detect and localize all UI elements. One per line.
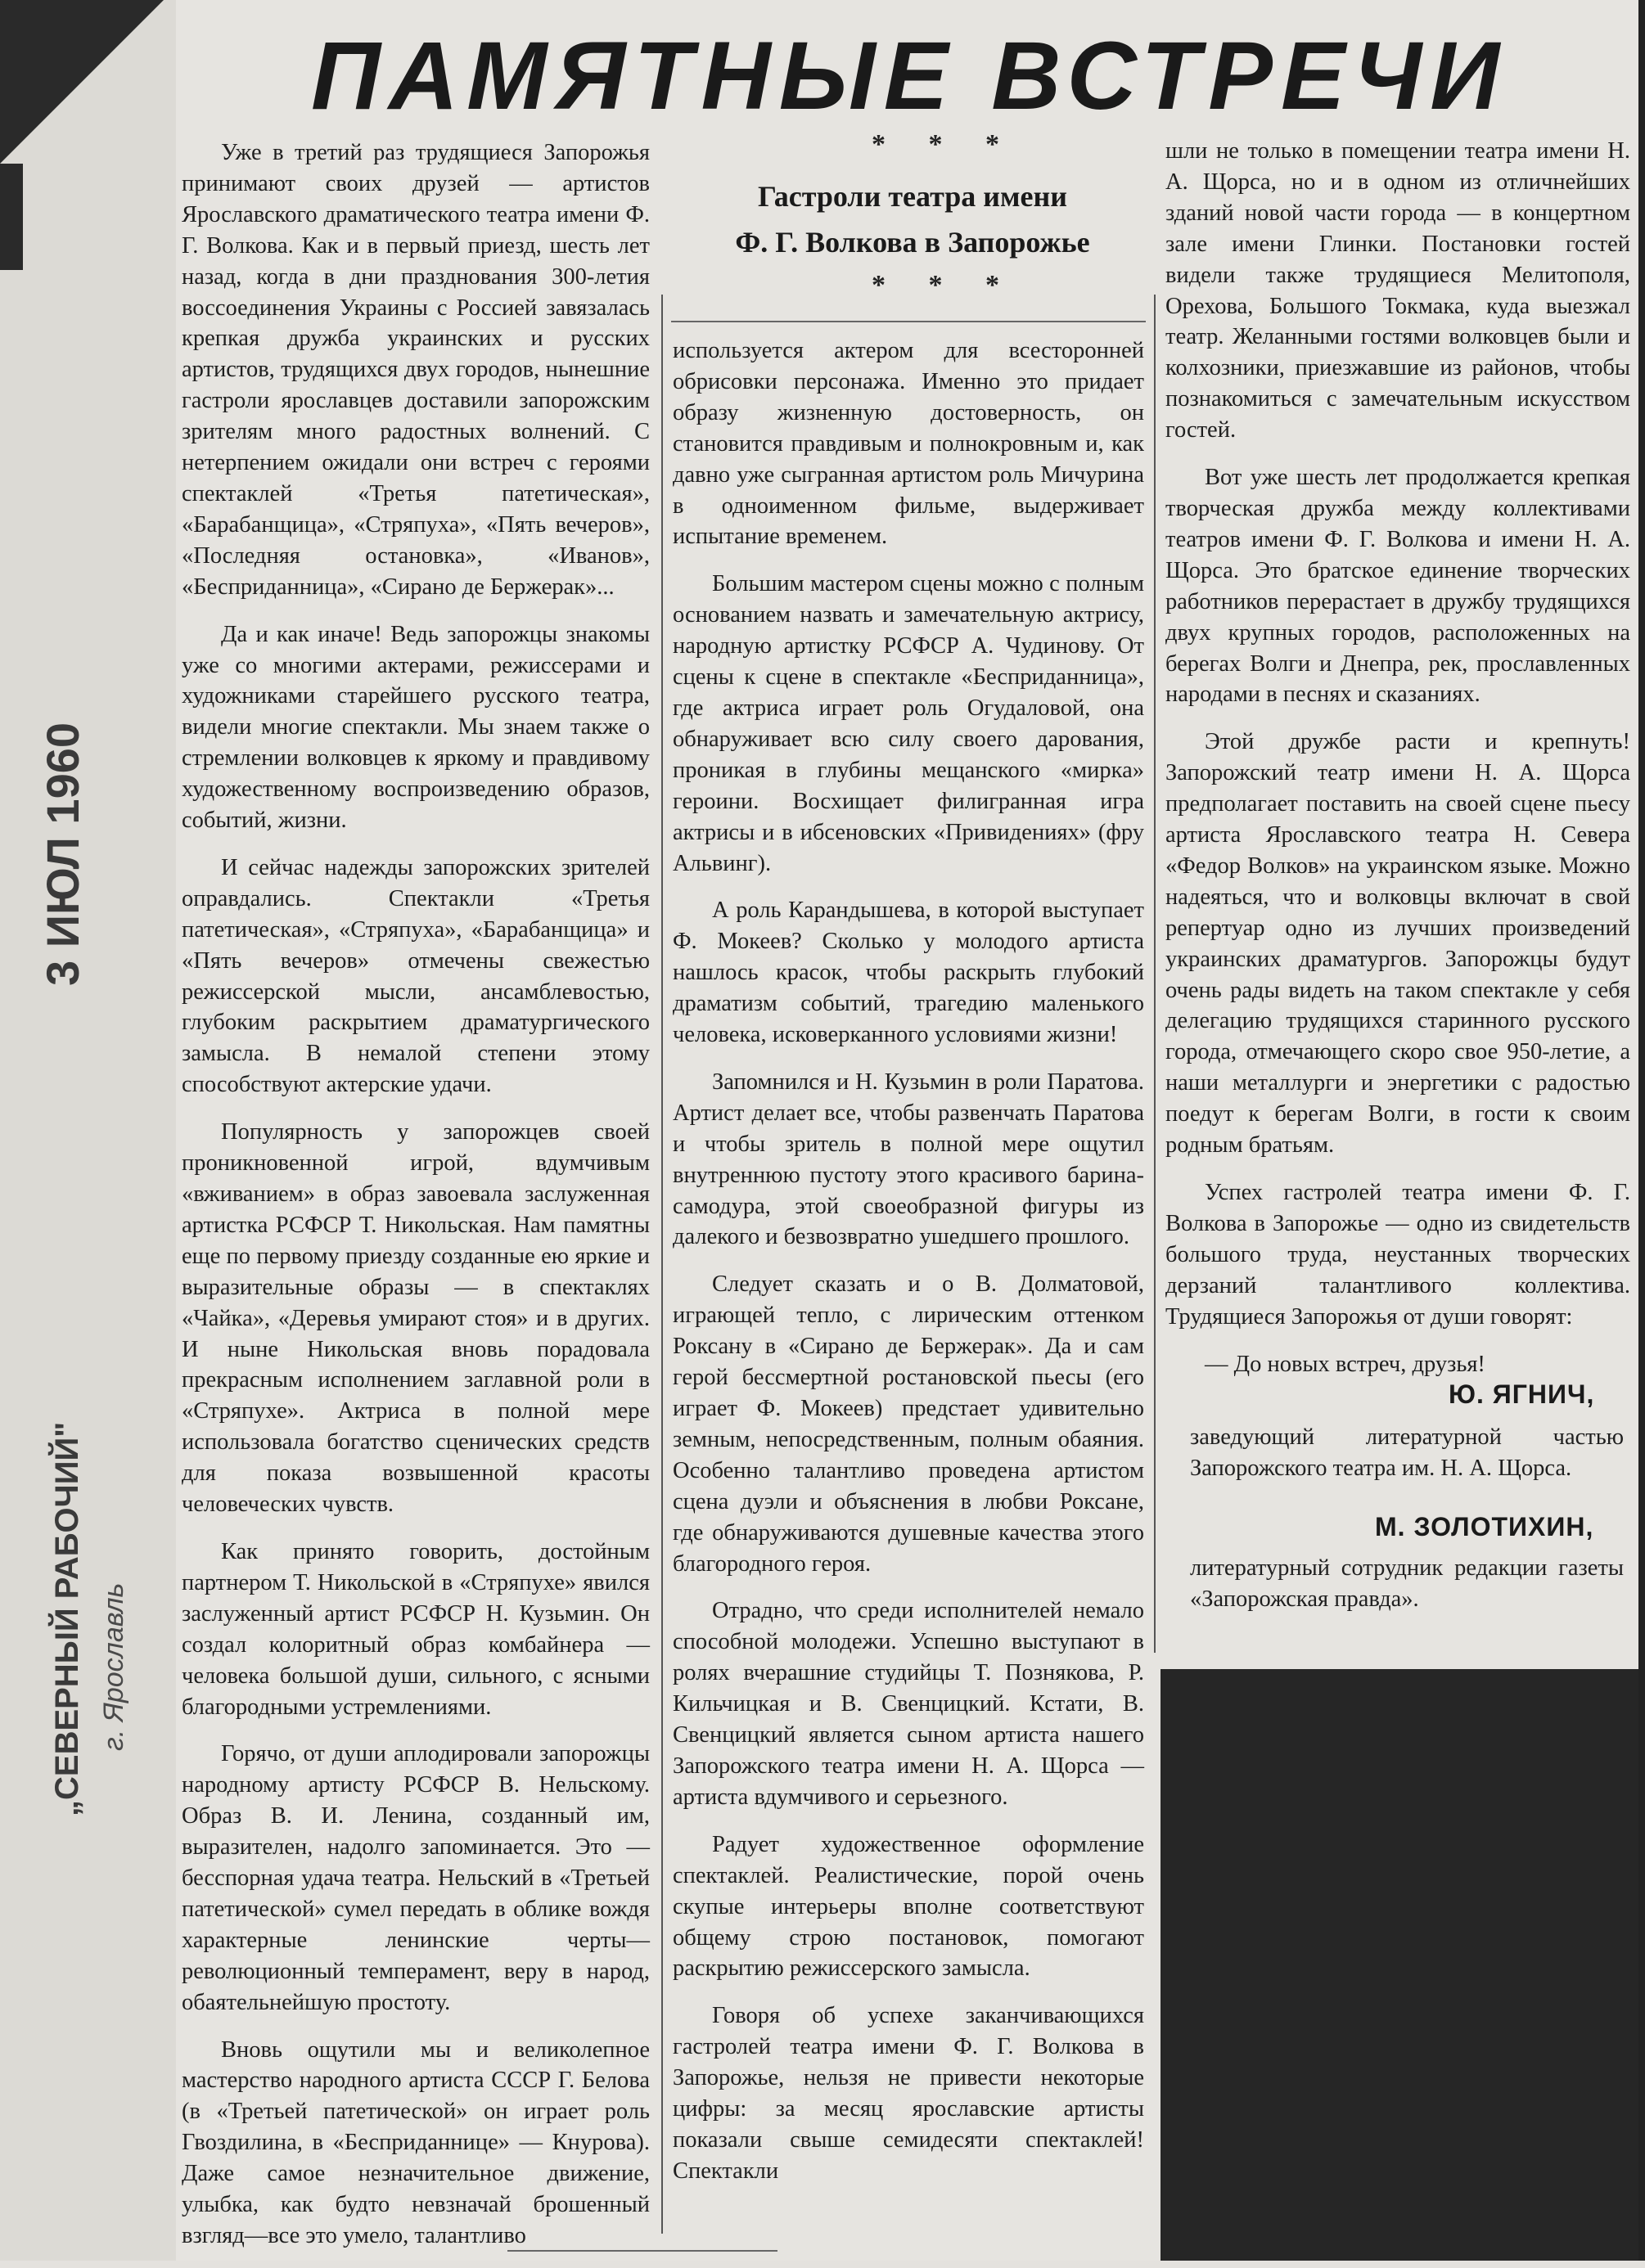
paragraph: Большим мастером сцены можно с полным основанием назвать и замечательную актрису, народную артистку РСФСР А. Чудинову. От сцены к сцене в спектакле «Бесприданница», где актриса играет роль Огудаловой, она обнаруживает всю силу своего дарования, проникая в глубины мещанского «мирка» героини. Восхищает филигранная игра актрисы и в ибсеновских «Привидениях» (фру Альвинг).	[673, 571, 1144, 876]
author-name-2: М. ЗОЛОТИХИН,	[1375, 1512, 1594, 1541]
paragraph: шли не только в помещении театра имени Н. А. Щорса, но и в одном из отличнейших зданий новой части города — в концертном зале имени Глинки. Постановки гостей видели также трудящиеся Мелитополя, Орехова, Большого Токмака, куда выезжал театр. Желанными гостями волковцев были и колхозники, приезжавшие из районов, чтобы познакомиться с замечательным искусством гостей.	[1165, 138, 1630, 443]
headline: ПАМЯТНЫЕ ВСТРЕЧИ	[311, 22, 1508, 130]
paragraph: Отрадно, что среди исполнителей немало способной молодежи. Успешно выступают в ролях вчерашние студийцы Т. Познякова, Р. Кильчицкая и В. Свенцицкий. Кстати, В. Свенцицкий является сыном артиста нашего Запорожского театра имени Н. А. Щорса — артиста вдумчивого и серьезного.	[673, 1598, 1144, 1810]
author-role-1: заведующий литературной частью Запорожского театра им. Н. А. Щорса.	[1190, 1424, 1624, 1481]
paragraph: Уже в третий раз трудящиеся Запорожья принимают своих друзей — артистов Ярославского драматического театра имени Ф. Г. Волкова. Как и в первый приезд, шесть лет назад, когда в дни празднования 300-летия воссоединения Украины с Россией завязалась крепкая дружба украинских и русских артистов, трудящихся двух городов, нынешние гастроли ярославцев доставили запорожским зрителям много радостных волнений. С нетерпением ожидали они встреч с героями спектаклей «Третья патетическая», «Барабанщица», «Стряпуха», «Пять вечеров», «Последняя остановка», «Иванов», «Бесприданница», «Сирано де Бержерак»...	[182, 140, 650, 600]
dark-strip-left	[0, 164, 23, 270]
paragraph: Да и как иначе! Ведь запорожцы знакомы уже со многими актерами, режиссерами и художниками старейшего русского театра, видели многие спектакли. Мы знаем также о стремлении волковцев к яркому и правдивому художественному воспроизведению образов, событий, жизни.	[182, 621, 650, 834]
article-column-2	[673, 335, 1144, 2203]
article-column-3	[1165, 136, 1630, 1396]
paragraph: Успех гастролей театра имени Ф. Г. Волкова в Запорожье — одно из свидетельств большого труда, неустанных творческих дерзаний талантливого коллектива. Трудящиеся Запорожья от души говорят:	[1165, 1180, 1630, 1330]
date-stamp: 3 ИЮЛ 1960	[37, 722, 88, 986]
article-column-1	[182, 137, 650, 2268]
subtitle-line-1: Гастроли театра имени	[758, 180, 1067, 213]
paragraph: Вновь ощутили мы и великолепное мастерство народного артиста СССР Г. Белова (в «Третьей патетической» он играет роль Гвоздилина, в «Бесприданнице» — Кнурова). Даже самое незначительное движение, улыбка, как будто невзначай брошенный взгляд—все это умело, талантливо	[182, 2036, 650, 2248]
paragraph: Горячо, от души аплодировали запорожцы народному артисту РСФСР В. Нельскому. Образ В. И. Ленина, созданный им, выразителен, надолго запоминается. Это — бесспорная удача театра. Нельский в «Третьей патетической» сумел передать в облике вождя характерные ленинские черты—революционный темперамент, веру в народ, обаятельнейшую простоту.	[182, 1741, 650, 2015]
author-name-1: Ю. ЯГНИЧ,	[1449, 1379, 1595, 1409]
subtitle	[671, 173, 1154, 265]
subtitle-line-2: Ф. Г. Волкова в Запорожье	[735, 226, 1090, 259]
paragraph: И сейчас надежды запорожских зрителей оправдались. Спектакли «Третья патетическая», «Стряпуха», «Барабанщица» и «Пять вечеров» отмечены свежестью режиссерской мысли, ансамблевостью, глубоким раскрытием драматургического замысла. В немалой степени этому способствуют актерские удачи.	[182, 854, 650, 1098]
paragraph: — До новых встреч, друзья!	[1205, 1351, 1485, 1377]
paragraph: Следует сказать и о В. Долматовой, играющей тепло, с лирическим оттенком Роксану в «Сирано де Бержерак». Да и сам герой бессмертной ростановской пьесы (его играет Ф. Мокеев) предстает удивительно земным, непосредственным, полным обаяния. Особенно талантливо проведена артистом сцена дуэли и объяснения в любви Роксане, где обнаруживаются душевные качества этого благородного героя.	[673, 1271, 1144, 1577]
paragraph: Вот уже шесть лет продолжается крепкая творческая дружба между коллективами театров имени Ф. Г. Волкова и имени Н. А. Щорса. Это братское единение творческих работников перерастает в дружбу трудящихся двух крупных городов, расположенных на берегах Волги и Днепра, рек, прославленных народами в песнях и сказаниях.	[1165, 465, 1630, 708]
dark-corner-top-left	[0, 0, 164, 164]
paragraph: Радует художественное оформление спектаклей. Реалистические, порой очень скупые интерьеры вполне соответствуют общему строю постановок, помогают раскрытию режиссерского замысла.	[673, 1831, 1144, 1982]
stars-bottom: * * *	[872, 270, 1017, 300]
paragraph: Запомнился и Н. Кузьмин в роли Паратова. Артист делает все, чтобы развенчать Паратова и чтобы зритель в полной мере ощутил внутреннюю пустоту этого красивого барина-самодура, этой своеобразной фигуры из далекого и безвозвратно ушедшего прошлого.	[673, 1069, 1144, 1250]
newspaper-name-stamp: „СЕВЕРНЫЙ РАБОЧИЙ"	[49, 1421, 85, 1816]
paragraph: Популярность у запорожцев своей проникновенной игрой, вдумчивым «вживанием» в образ завоевала заслуженная артистка РСФСР Т. Никольская. Нам памятны еще по первому приезду созданные ею яркие и выразительные образы — в спектаклях «Чайка», «Деревья умирают стоя» и в других. И ныне Никольская вновь порадовала прекрасным исполнением заглавной роли в «Стряпухе». Актриса в полной мере использовала богатство сценических средств для показа возвышенной красоты человеческих чувств.	[182, 1119, 650, 1518]
stars-top: * * *	[872, 129, 1017, 160]
subtitle-rule	[671, 321, 1146, 322]
city-stamp: г. Ярославль	[98, 1582, 129, 1751]
author-role-2: литературный сотрудник редакции газеты «Запорожская правда».	[1190, 1555, 1624, 1612]
paragraph: Говоря об успехе заканчивающихся гастролей театра имени Ф. Г. Волкова в Запорожье, нельзя не привести некоторые цифры: за месяц ярославские артисты показали свыше семидесяти спектаклей! Спектакли	[673, 2003, 1144, 2184]
column-divider-1	[661, 295, 663, 2234]
dark-area-bottom-right	[1161, 1669, 1645, 2261]
paragraph: А роль Карандышева, в которой выступает Ф. Мокеев? Сколько у молодого артиста нашлось красок, чтобы раскрыть глубокий драматизм событий, трагедию маленького человека, исковерканного условиями жизни!	[673, 898, 1144, 1048]
dark-strip-right	[1638, 0, 1645, 2261]
paragraph: Как принято говорить, достойным партнером Т. Никольской в «Стряпухе» явился заслуженный артист РСФСР Н. Кузьмин. Он создал колоритный образ комбайнера — человека большой души, сильного, с ясными благородными устремлениями.	[182, 1538, 650, 1720]
paragraph: используется актером для всесторонней обрисовки персонажа. Именно это придает образу жизненную достоверность, он становится правдивым и полнокровным и, как давно уже сыгранная артистом роль Мичурина в одноименном фильме, выдерживает испытание временем.	[673, 338, 1144, 550]
column-divider-2	[1154, 295, 1156, 1653]
background-left-margin	[0, 0, 176, 2261]
paragraph: Этой дружбе расти и крепнуть! Запорожский театр имени Н. А. Щорса предполагает поставить на своей сцене пьесу артиста Ярославского театра Н. Севера «Федор Волков» на украинском языке. Можно надеяться, что и волковцы включат в свой репертуар одно из лучших произведений украинских драматургов. Запорожцы будут очень рады видеть на таком спектакле у себя делегацию трудящихся старинного русского города, отмечающего скоро свое 950-летие, а наши металлурги и энергетики с радостью поедут к берегам Волги, в гости к своим родным братьям.	[1165, 729, 1630, 1159]
